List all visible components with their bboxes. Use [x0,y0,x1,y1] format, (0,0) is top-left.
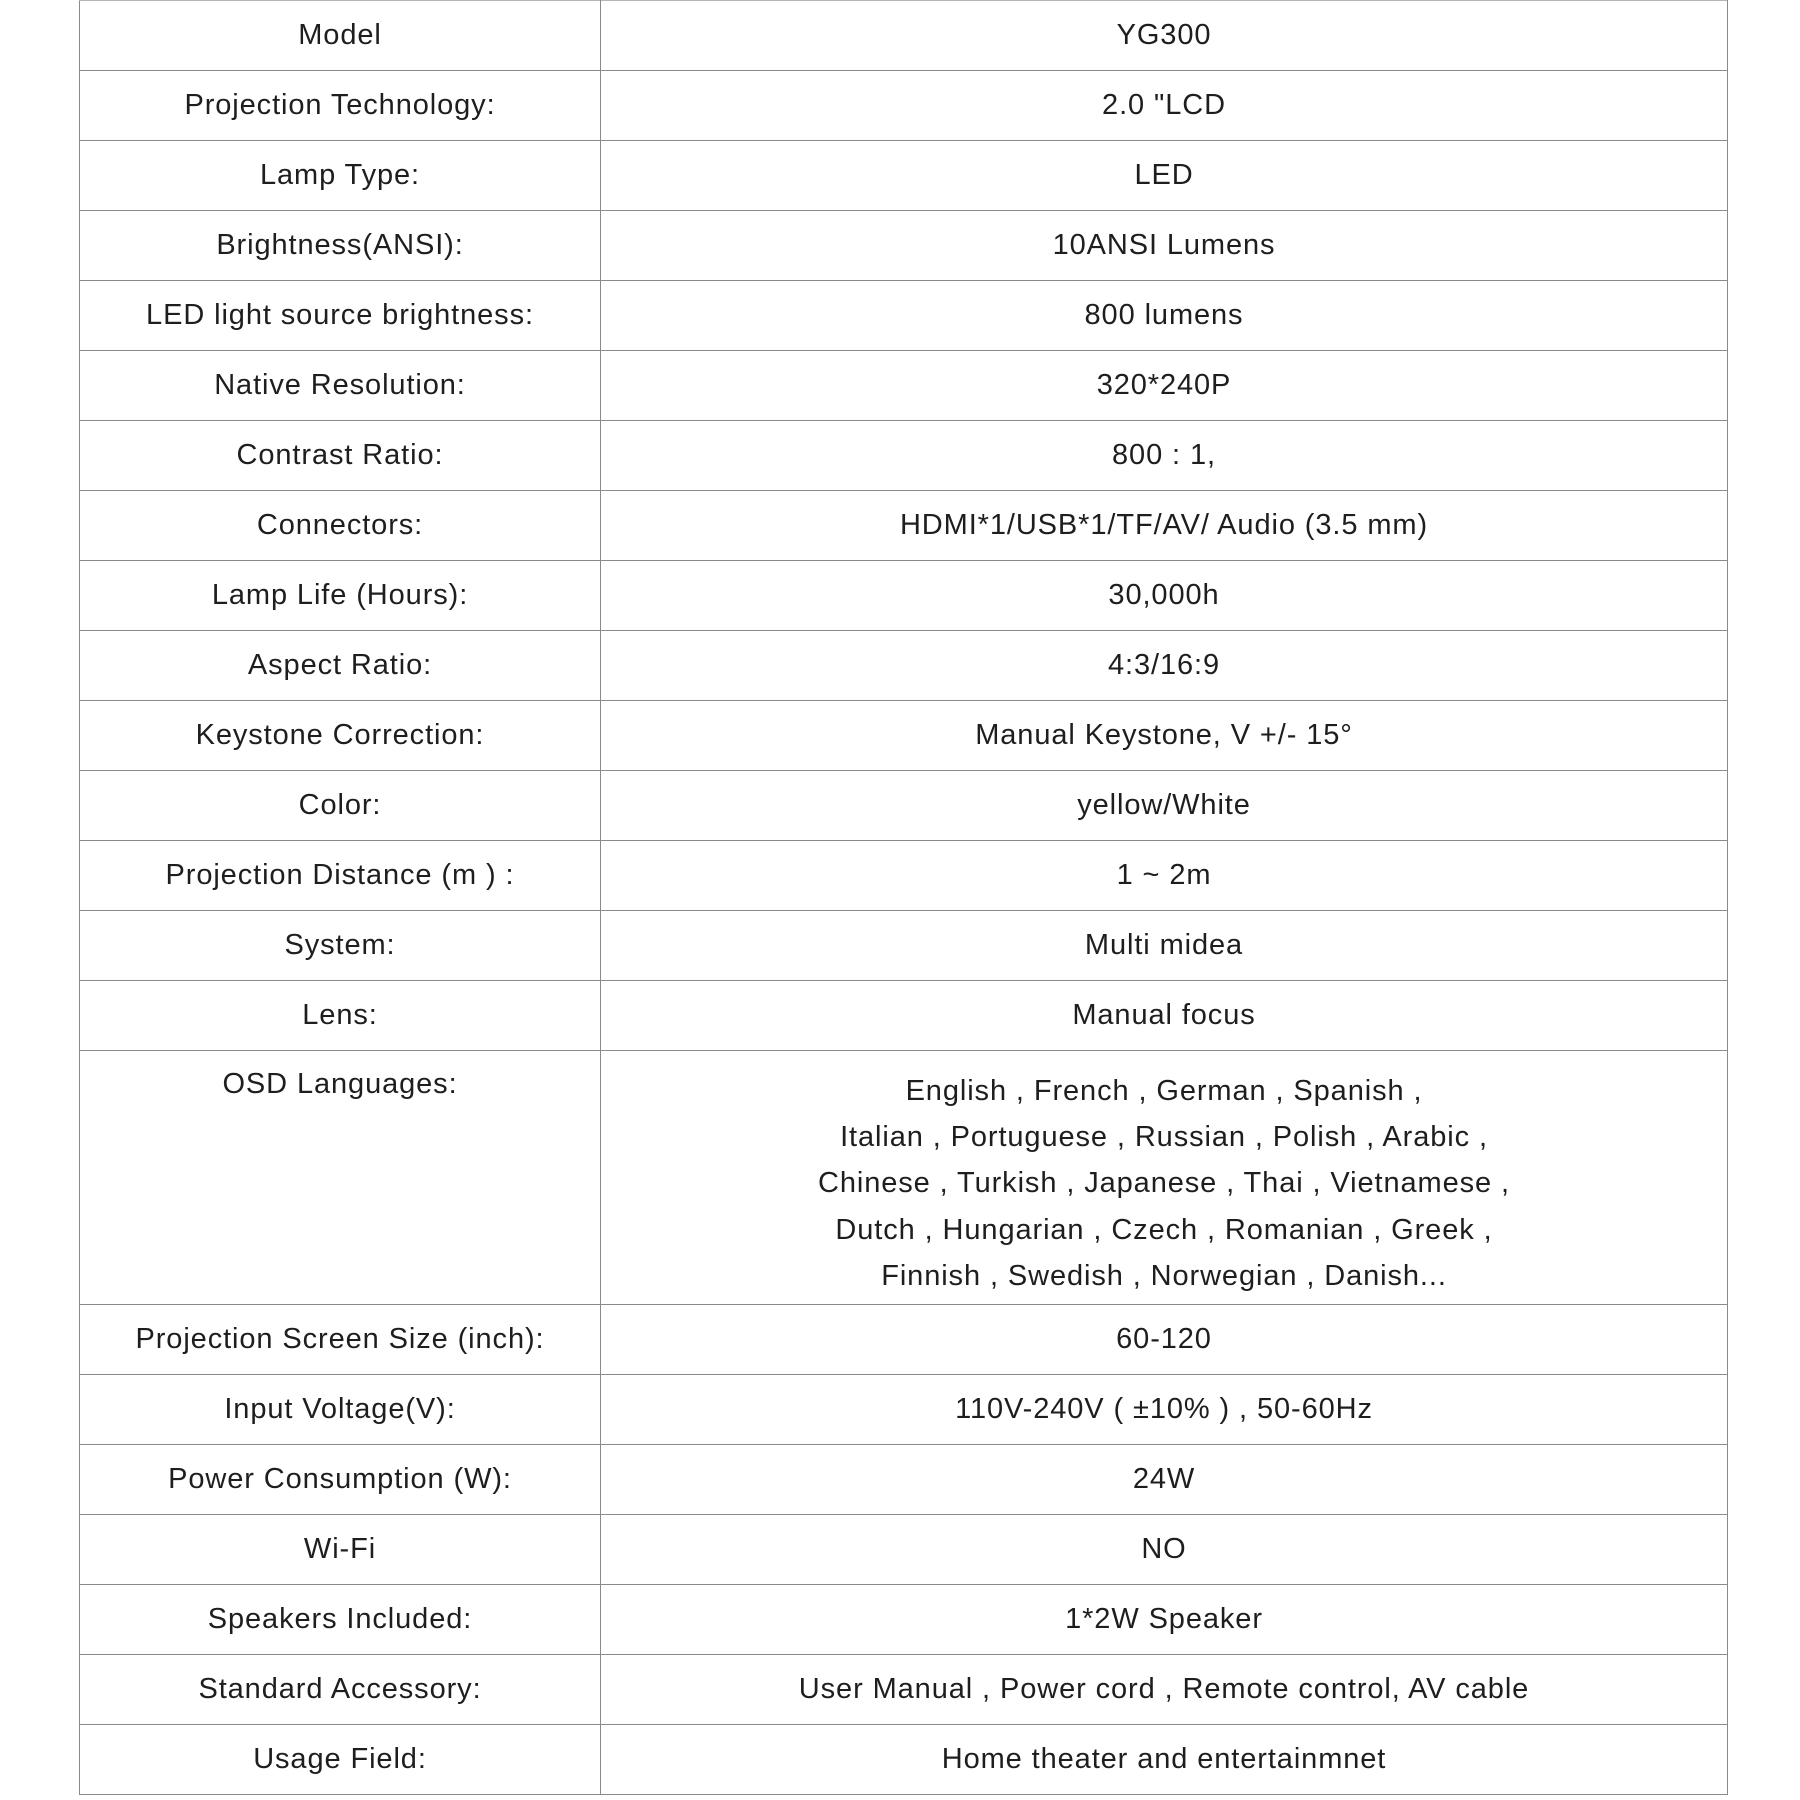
spec-value: 2.0 "LCD [601,71,1728,141]
spec-value: 800 lumens [601,281,1728,351]
spec-row-system [80,911,1728,981]
spec-value: 1 ~ 2m [601,841,1728,911]
spec-row-native-resolution [80,351,1728,421]
spec-value: 4:3/16:9 [601,631,1728,701]
spec-label: Lens: [80,981,601,1051]
spec-row-projection-distance [80,841,1728,911]
spec-label: Keystone Correction: [80,701,601,771]
spec-value: User Manual , Power cord , Remote control, AV cable [601,1655,1728,1725]
spec-value: 320*240P [601,351,1728,421]
spec-value: 1*2W Speaker [601,1585,1728,1655]
spec-row-usage-field [80,1725,1728,1795]
spec-value: Multi midea [601,911,1728,981]
spec-value: NO [601,1515,1728,1585]
spec-row-osd-languages [80,1051,1728,1305]
spec-value: Manual focus [601,981,1728,1051]
spec-label: Standard Accessory: [80,1655,601,1725]
spec-label: Input Voltage(V): [80,1375,601,1445]
spec-row-led-brightness [80,281,1728,351]
spec-label: Lamp Type: [80,141,601,211]
spec-row-connectors [80,491,1728,561]
spec-row-standard-accessory [80,1655,1728,1725]
spec-label: Native Resolution: [80,351,601,421]
spec-row-brightness [80,211,1728,281]
spec-label: Brightness(ANSI): [80,211,601,281]
spec-value: yellow/White [601,771,1728,841]
spec-label: OSD Languages: [80,1051,601,1305]
spec-row-model [80,1,1728,71]
spec-row-wifi [80,1515,1728,1585]
spec-value: Manual Keystone, V +/- 15° [601,701,1728,771]
spec-label: Contrast Ratio: [80,421,601,491]
spec-row-lens [80,981,1728,1051]
spec-value: LED [601,141,1728,211]
spec-label: Wi-Fi [80,1515,601,1585]
spec-label: Connectors: [80,491,601,561]
spec-label: Color: [80,771,601,841]
spec-value: YG300 [601,1,1728,71]
spec-row-power-consumption [80,1445,1728,1515]
spec-label: Lamp Life (Hours): [80,561,601,631]
spec-row-input-voltage [80,1375,1728,1445]
spec-row-keystone-correction [80,701,1728,771]
spec-label: Speakers Included: [80,1585,601,1655]
spec-row-projection-technology [80,71,1728,141]
spec-row-speakers [80,1585,1728,1655]
spec-row-contrast-ratio [80,421,1728,491]
spec-value: Home theater and entertainmnet [601,1725,1728,1795]
spec-value: 110V-240V ( ±10% ) , 50-60Hz [601,1375,1728,1445]
osd-languages-list [601,1051,1728,1305]
spec-label: LED light source brightness: [80,281,601,351]
spec-label: Aspect Ratio: [80,631,601,701]
spec-row-color [80,771,1728,841]
spec-row-lamp-life [80,561,1728,631]
spec-value: 30,000h [601,561,1728,631]
spec-label: Projection Technology: [80,71,601,141]
spec-value: 10ANSI Lumens [601,211,1728,281]
osd-language-line: English , French , German , Spanish , [905,1075,1423,1107]
spec-label: System: [80,911,601,981]
spec-label: Projection Screen Size (inch): [80,1305,601,1375]
spec-label: Power Consumption (W): [80,1445,601,1515]
osd-language-line: Finnish , Swedish , Norwegian , Danish... [881,1259,1447,1292]
spec-row-lamp-type [80,141,1728,211]
spec-table [79,0,1728,1795]
spec-value: 24W [601,1445,1728,1515]
spec-value: HDMI*1/USB*1/TF/AV/ Audio (3.5 mm) [601,491,1728,561]
osd-language-line: Dutch , Hungarian , Czech , Romanian , Greek , [835,1213,1493,1246]
spec-label: Projection Distance (m ) : [80,841,601,911]
spec-row-aspect-ratio [80,631,1728,701]
osd-language-line: Chinese , Turkish , Japanese , Thai , Vietnamese , [818,1167,1510,1200]
spec-value: 60-120 [601,1305,1728,1375]
spec-label: Usage Field: [80,1725,601,1795]
osd-language-line: Italian , Portuguese , Russian , Polish , Arabic , [840,1121,1488,1154]
spec-label: Model [80,1,601,71]
spec-value: 800 : 1, [601,421,1728,491]
spec-row-screen-size [80,1305,1728,1375]
